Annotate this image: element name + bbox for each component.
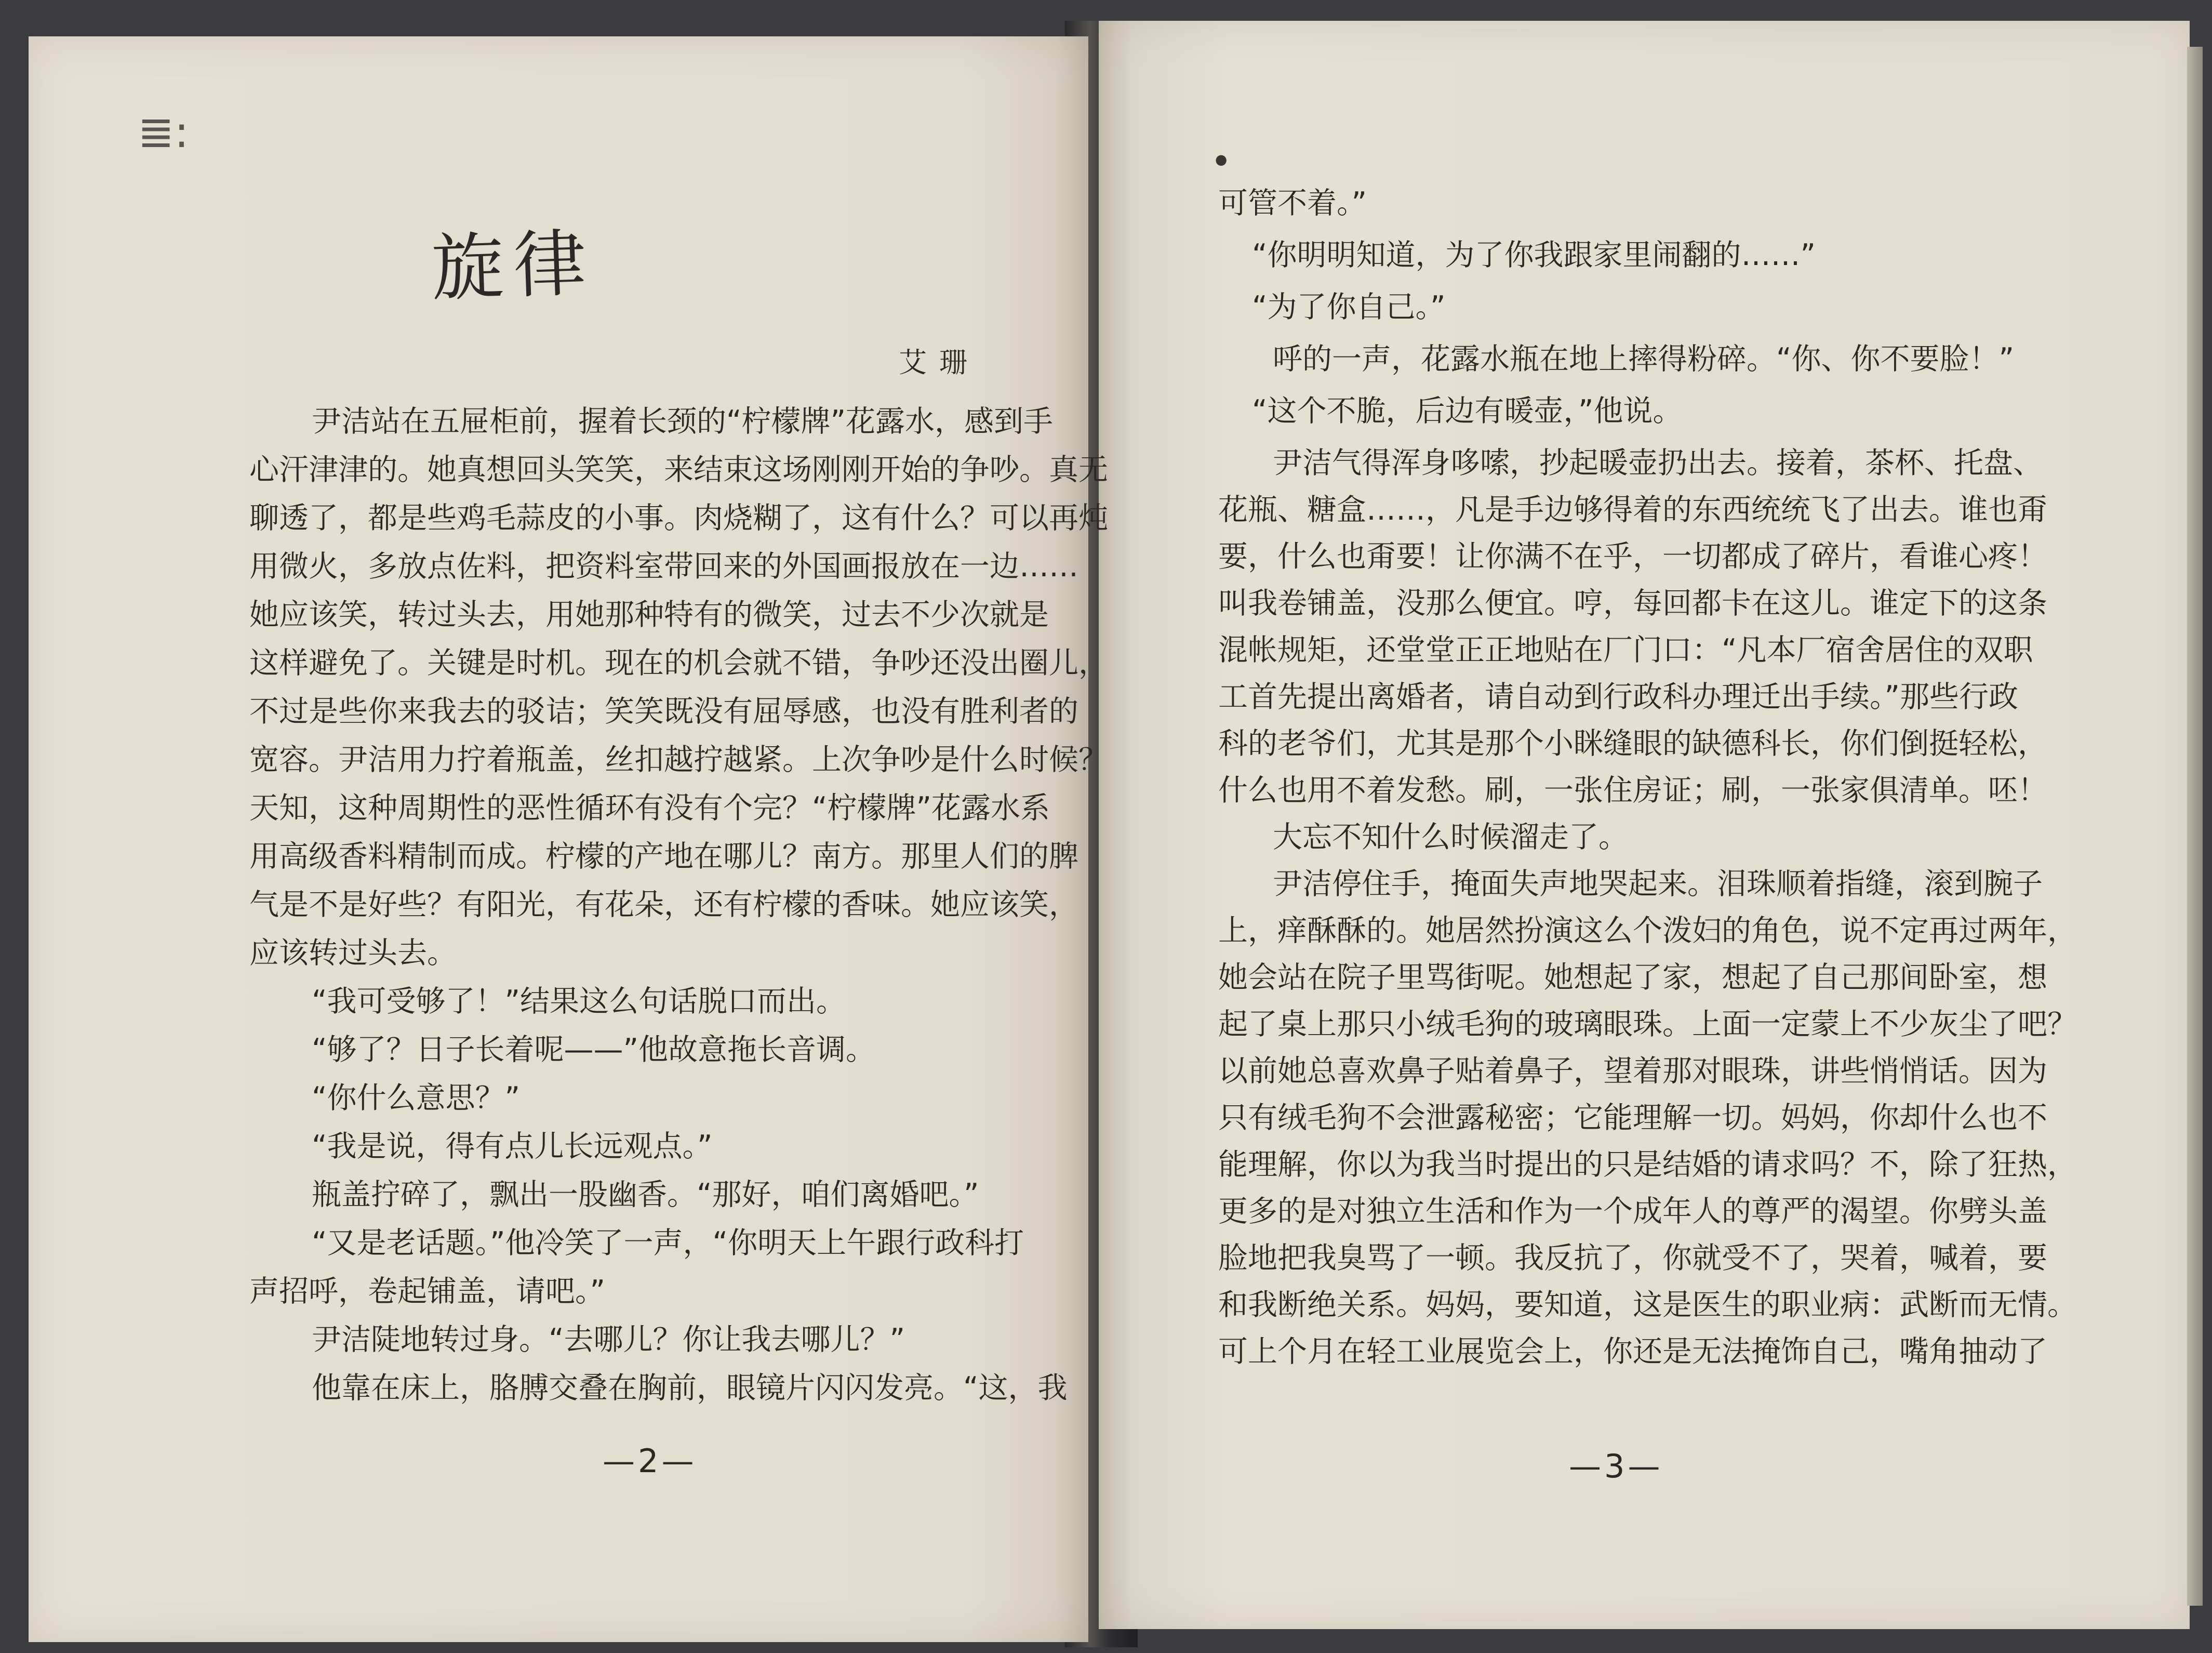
left-line: 气是不是好些？有阳光，有花朵，还有柠檬的香味。她应该笑，	[249, 888, 1078, 922]
right-line: 花瓶、糖盒……，凡是手边够得着的东西统统飞了出去。谁也甭	[1218, 493, 2047, 527]
right-line: 大忘不知什么时候溜走了。	[1273, 820, 1628, 854]
left-line: “又是老话题。”他冷笑了一声，“你明天上午跟行政科打	[312, 1226, 1024, 1260]
right-line: 科的老爷们，尤其是那个小眯缝眼的缺德科长，你们倒挺轻松，	[1218, 726, 2047, 761]
left-line: “够了？日子长着呢——”他故意拖长音调。	[312, 1033, 876, 1067]
right-line: 什么也用不着发愁。刷，一张住房证；刷，一张家俱清单。呸！	[1218, 773, 2047, 808]
page-number-left: —2—	[603, 1442, 697, 1480]
right-line: “你明明知道，为了你我跟家里闹翻的……”	[1252, 238, 1816, 272]
left-line: 这样避免了。关键是时机。现在的机会就不错，争吵还没出圈儿，	[249, 646, 1108, 680]
page-edge	[2187, 47, 2203, 1606]
right-line: 上，痒酥酥的。她居然扮演这么个泼妇的角色，说不定再过两年，	[1218, 914, 2077, 948]
right-line: 可管不着。”	[1218, 186, 1367, 220]
right-line: 呼的一声，花露水瓶在地上摔得粉碎。“你、你不要脸！”	[1273, 342, 2015, 376]
right-line: 脸地把我臭骂了一顿。我反抗了，你就受不了，哭着，喊着，要	[1218, 1241, 2047, 1275]
right-line: 叫我卷铺盖，没那么便宜。哼，每回都卡在这儿。谁定下的这条	[1218, 586, 2047, 620]
right-line: 工首先提出离婚者，请自动到行政科办理迁出手续。”那些行政	[1218, 680, 2019, 714]
left-line: 声招呼，卷起铺盖，请吧。”	[249, 1274, 606, 1308]
right-line: 尹洁气得浑身哆嗦，抄起暖壶扔出去。接着，茶杯、托盘、	[1273, 446, 2043, 480]
left-line: 用微火，多放点佐料，把资料室带回来的外国画报放在一边……	[249, 549, 1078, 584]
right-line: 混帐规矩，还堂堂正正地贴在厂门口：“凡本厂宿舍居住的双职	[1218, 633, 2033, 667]
left-line: “你什么意思？”	[312, 1081, 521, 1115]
left-line: 用高级香料精制而成。柠檬的产地在哪儿？南方。那里人们的脾	[249, 839, 1078, 874]
left-line: 聊透了，都是些鸡毛蒜皮的小事。肉烧糊了，这有什么？可以再炖	[249, 501, 1108, 535]
left-line: 心汗津津的。她真想回头笑笑，来结束这场刚刚开始的争吵。真无	[249, 453, 1108, 487]
page-number-right: —3—	[1569, 1447, 1663, 1485]
right-line: 能理解，你以为我当时提出的只是结婚的请求吗？不，除了狂热，	[1218, 1147, 2077, 1182]
story-author: 艾珊	[899, 346, 980, 379]
right-line: 可上个月在轻工业展览会上，你还是无法掩饰自己，嘴角抽动了	[1218, 1334, 2047, 1369]
left-line: 天知，这种周期性的恶性循环有没有个完？“柠檬牌”花露水系	[249, 791, 1050, 825]
left-line: 她应该笑，转过头去，用她那种特有的微笑，过去不少次就是	[249, 598, 1049, 632]
left-line: 尹洁站在五屉柜前，握着长颈的“柠檬牌”花露水，感到手	[312, 404, 1054, 439]
story-title: 旋律	[430, 221, 597, 312]
left-line: “我是说，得有点儿长远观点。”	[312, 1129, 713, 1163]
left-line: 应该转过头去。	[249, 936, 457, 970]
right-line: 只有绒毛狗不会泄露秘密；它能理解一切。妈妈，你却什么也不	[1218, 1101, 2047, 1135]
margin-mark: ≣:	[138, 107, 189, 157]
right-line: 尹洁停住手，掩面失声地哭起来。泪珠顺着指缝，滚到腕子	[1273, 867, 2043, 901]
left-line: 不过是些你来我去的驳诘；笑笑既没有屈辱感，也没有胜利者的	[249, 694, 1078, 729]
dot-mark: •	[1210, 140, 1232, 183]
right-line: 以前她总喜欢鼻子贴着鼻子，望着那对眼珠，讲些悄悄话。因为	[1218, 1054, 2047, 1088]
left-line: 宽容。尹洁用力拧着瓶盖，丝扣越拧越紧。上次争吵是什么时候？	[249, 743, 1108, 777]
left-line: 瓶盖拧碎了，飘出一股幽香。“那好，咱们离婚吧。”	[312, 1178, 979, 1212]
right-line: “为了你自己。”	[1252, 290, 1446, 324]
right-line: 和我断绝关系。妈妈，要知道，这是医生的职业病：武断而无情。	[1218, 1288, 2077, 1322]
right-line: 要，什么也甭要！让你满不在乎，一切都成了碎片，看谁心疼！	[1218, 539, 2047, 574]
right-line: 更多的是对独立生活和作为一个成年人的尊严的渴望。你劈头盖	[1218, 1194, 2047, 1228]
right-line: “这个不脆，后边有暖壶，”他说。	[1252, 394, 1683, 428]
left-line: 尹洁陡地转过身。“去哪儿？你让我去哪儿？”	[312, 1323, 905, 1357]
right-line: 她会站在院子里骂街呢。她想起了家，想起了自己那间卧室，想	[1218, 960, 2047, 995]
left-line: 他靠在床上，胳膊交叠在胸前，眼镜片闪闪发亮。“这，我	[312, 1371, 1068, 1405]
right-line: 起了桌上那只小绒毛狗的玻璃眼珠。上面一定蒙上不少灰尘了吧？	[1218, 1007, 2077, 1041]
left-line: “我可受够了！”结果这么句话脱口而出。	[312, 984, 846, 1019]
